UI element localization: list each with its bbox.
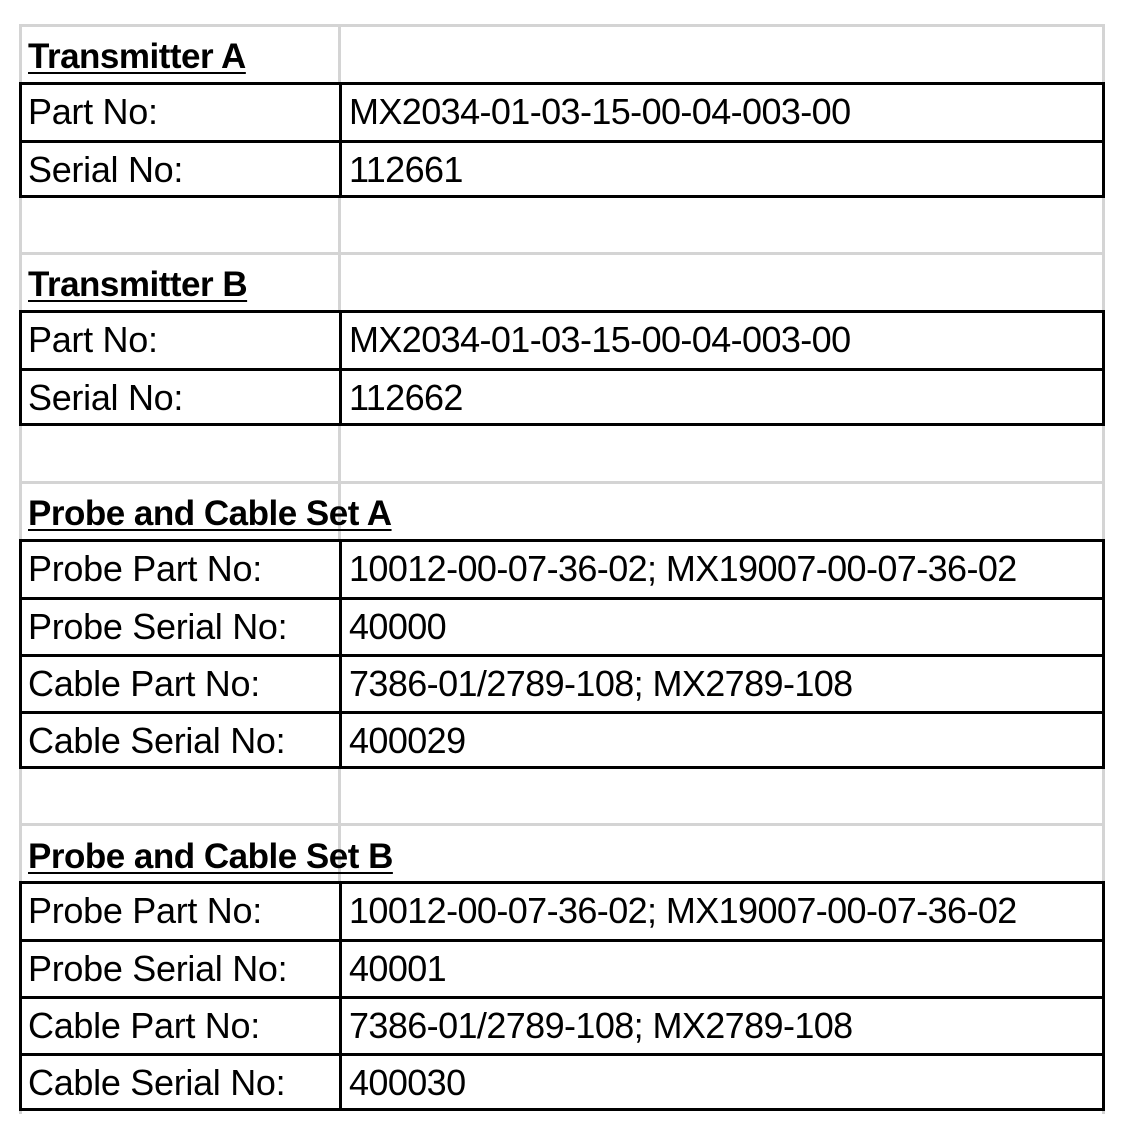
row-label: Probe Serial No: xyxy=(22,600,342,654)
gridline xyxy=(19,481,1105,484)
table-row xyxy=(22,996,1102,1053)
row-label: Part No: xyxy=(22,313,342,370)
row-value: 400030 xyxy=(349,1062,466,1103)
gridline xyxy=(338,24,341,84)
transmitter-a-table xyxy=(19,82,1105,198)
row-value: 7386-01/2789-108; MX2789-108 xyxy=(349,1005,853,1046)
table-row xyxy=(22,711,1102,768)
row-value: 40001 xyxy=(349,948,447,989)
table-row xyxy=(22,654,1102,711)
row-value: 40000 xyxy=(349,606,447,647)
row-value: 7386-01/2789-108; MX2789-108 xyxy=(349,663,853,704)
table-row xyxy=(22,140,1102,197)
gridline xyxy=(338,196,341,313)
row-value: MX2034-01-03-15-00-04-003-00 xyxy=(349,91,851,132)
row-label: Probe Part No: xyxy=(22,884,342,941)
row-label: Serial No: xyxy=(22,371,342,425)
table-row xyxy=(22,884,1102,941)
transmitter-b-table xyxy=(19,310,1105,426)
table-row xyxy=(22,542,1102,599)
gridline xyxy=(19,823,1105,826)
table-row xyxy=(22,939,1102,996)
row-label: Probe Part No: xyxy=(22,542,342,599)
gridline xyxy=(19,252,1105,255)
row-value: 10012-00-07-36-02; MX19007-00-07-36-02 xyxy=(349,890,1017,931)
table-row xyxy=(22,313,1102,370)
row-value: MX2034-01-03-15-00-04-003-00 xyxy=(349,319,851,360)
table-row xyxy=(22,368,1102,425)
table-row xyxy=(22,597,1102,654)
row-value: 112662 xyxy=(349,377,463,418)
row-label: Part No: xyxy=(22,85,342,142)
table-row xyxy=(22,85,1102,142)
table-row xyxy=(22,1053,1102,1110)
probe-cable-set-a-table xyxy=(19,539,1105,769)
row-label: Probe Serial No: xyxy=(22,942,342,996)
row-value: 10012-00-07-36-02; MX19007-00-07-36-02 xyxy=(349,548,1017,589)
row-label: Cable Part No: xyxy=(22,657,342,711)
section-heading: Transmitter A xyxy=(28,37,246,76)
section-heading: Transmitter B xyxy=(28,265,248,304)
section-heading: Probe and Cable Set A xyxy=(28,494,392,533)
row-label: Serial No: xyxy=(22,143,342,197)
gridline xyxy=(19,24,1105,27)
row-label: Cable Serial No: xyxy=(22,714,342,768)
section-heading: Probe and Cable Set B xyxy=(28,837,393,876)
probe-cable-set-b-table xyxy=(19,881,1105,1111)
row-value: 400029 xyxy=(349,720,466,761)
row-value: 112661 xyxy=(349,149,463,190)
row-label: Cable Part No: xyxy=(22,999,342,1053)
row-label: Cable Serial No: xyxy=(22,1056,342,1110)
